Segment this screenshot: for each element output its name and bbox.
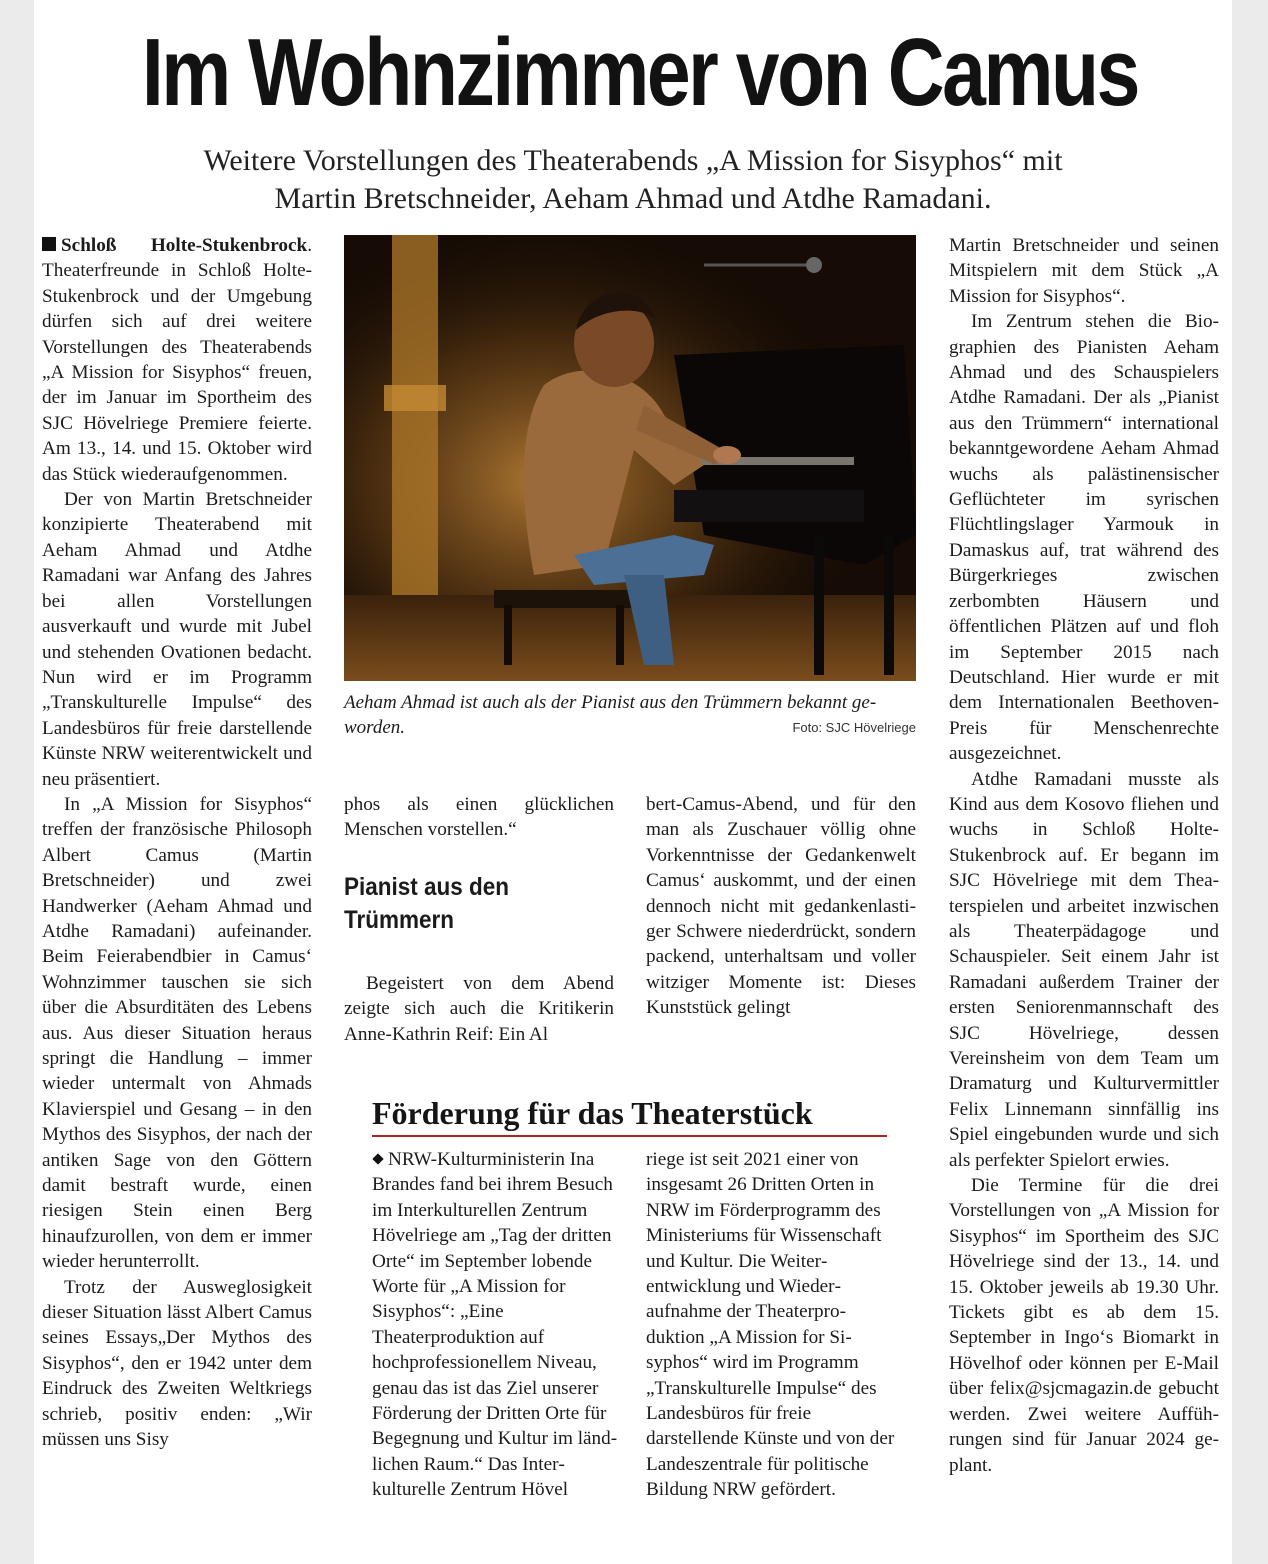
headline: Im Wohnzimmer von Camus <box>141 19 1138 126</box>
subheadline-line-2: Martin Bretschneider, Aeham Ahmad und Atdhe Ramadani. <box>274 182 992 215</box>
article-column-4 <box>949 233 1219 1478</box>
dateline: Schloß Holte-Stukenbrock <box>61 235 308 256</box>
paragraph: Atdhe Ramadani musste als Kind aus dem Kosovo fliehen und wuchs in Schloß Holte-Stukenbrock auf. Er begann im SJC Hövelriege mit dem Theaterspielen und arbeitet inzwischen als Theaterpädagoge und Schauspieler. Seit einem Jahr ist Ramadani außerdem Trainer der ersten Seniorenmannschaft des SJC Hövelriege, dessen Vereinsheim von dem Team um Dramaturg und Kulturvermittler Felix Linnemann sinnfällig ins Spiel eingebunden wurde und sich als perfekter Spielort erwies. <box>949 768 1219 1171</box>
pianist-photo-illustration <box>344 235 916 681</box>
paragraph-text: . Theaterfreunde in Schloß Holte-Stukenbrock und der Umgebung dürfen sich auf drei weitere Vorstellungen des Theaterabends „A Mission for Sisyphos“ freuen, der im Januar im Sportheim des SJC Hövelriege Premiere feierte. Am 13., 14. und 15. Oktober wird das Stück wiederaufgenommen. <box>42 235 312 485</box>
paragraph: phos als einen glücklichen Menschen vorstellen.“ <box>344 794 614 841</box>
caption-text: Aeham Ahmad ist auch als der Pianist aus den Trümmern bekannt geworden. <box>344 692 877 738</box>
paragraph: In „A Mission for Sisyphos“ treffen der französische Philosoph Albert Camus (Martin Bretschneider) und zwei Handwerker (Aeham Ahmad und Atdhe Ramadani) aufeinander. Beim Feierabendbier in Camus‘ Wohnzimmer tauschen sie sich über die Absurditäten des Lebens aus. Aus dieser Situation heraus springt die Handlung – immer wieder untermalt von Ahmads Klavierspiel und Gesang – in den Mythos des Sisyphos, der nach der antiken Sage von den Göttern damit bestraft wurde, einen riesigen Stein einen Berg hinaufzurollen, von dem er immer wieder herunterrollt. <box>42 793 312 1273</box>
paragraph <box>42 233 312 487</box>
article-photo <box>344 235 916 681</box>
article-column-1 <box>42 233 312 1453</box>
article-column-3 <box>646 792 916 1021</box>
diamond-bullet-icon <box>372 1153 383 1164</box>
subheadline-line-1: Weitere Vorstellungen des Theaterabends „A Mission for Sisyphos“ mit <box>203 144 1063 177</box>
infobox-text: NRW-Kulturministerin Ina Brandes fand bei ihrem Besuch im Interkulturellen Zentrum Hövelriege am „Tag der dritten Orte“ im September lobende Worte für „A Mission for Sisyphos“: „Eine Theaterproduktion auf hochprofessionellem Niveau, genau das ist das Ziel unserer Förderung der Dritten Orte für Begegnung und Kultur im ländlichen Raum.“ Das Interkulturelle Zentrum Hövel <box>372 1149 618 1501</box>
paragraph: Der von Martin Bretschneider konzipierte Theaterabend mit Aeham Ahmad und Atdhe Ramadani war Anfang des Jahres bei allen Vorstellungen ausverkauft und wurde mit Jubel und stehenden Ovationen bedacht. Nun wird er im Programm „Transkulturelle Impulse“ des Landesbüros für freie darstellende Künste NRW weiterentwickelt und neu präsentiert. <box>42 489 312 790</box>
newspaper-page <box>34 0 1232 1564</box>
photo-caption <box>344 690 916 740</box>
infobox-paragraph <box>372 1147 622 1503</box>
infobox-column-2 <box>646 1147 896 1503</box>
paragraph: Martin Bretschneider und seinen Mitspielern mit dem Stück „A Mission for Sisyphos“. <box>949 235 1219 307</box>
infobox-paragraph: riege ist seit 2021 einer von insgesamt 26 Dritten Orten in NRW im Förderprogramm des Ministeriums für Wissenschaft und Kultur. Die Weiterentwicklung und Wiederaufnahme der Theaterproduktion „A Mission for Sisyphos“ wird im Programm „Transkulturelle Impulse“ des Landesbüros für freie darstellende Künste und von der Landeszentrale für politische Bildung NRW gefördert. <box>646 1149 895 1501</box>
square-bullet-icon <box>42 237 56 251</box>
section-subheading: Pianist aus den Trümmern <box>344 872 510 934</box>
infobox-title: Förderung für das Theaterstück <box>372 1094 887 1137</box>
infobox-column-1 <box>372 1147 622 1503</box>
article-column-2 <box>344 792 614 1047</box>
subheadline <box>34 142 1232 218</box>
paragraph: Im Zentrum stehen die Biographien des Pianisten Aeham Ahmad und des Schauspielers Atdhe Ramadani. Der als „Pianist aus den Trümmern“ international bekanntgewordene Aeham Ahmad wuchs als palästinensischer Geflüchteter im syrischen Flüchtlingslager Yarmouk in Damaskus auf, trat während des Bürgerkrieges zwischen zerbombten Häusern und öffentlichen Plätzen auf und floh im September 2015 nach Deutschland. Hier wurde er mit dem Internationalen Beethoven-Preis für Menschenrechte ausgezeichnet. <box>949 311 1219 765</box>
paragraph: Die Termine für die drei Vorstellungen von „A Mission for Sisyphos“ im Sportheim des SJC Hövelriege sind der 13., 14. und 15. Oktober jeweils ab 19.30 Uhr. Tickets gibt es ab dem 15. September in Ingo‘s Biomarkt in Hövelhof oder können per E-Mail über felix@sjcmagazin.de gebucht werden. Zwei weitere Aufführungen sind für Januar 2024 geplant. <box>949 1175 1219 1476</box>
paragraph: Begeistert von dem Abend zeigte sich auch die Kritikerin Anne-Kathrin Reif: Ein Al <box>344 972 614 1045</box>
photo-credit: Foto: SJC Hövelriege <box>792 720 916 735</box>
paragraph: bert-Camus-Abend, und für den man als Zuschauer völlig ohne Vorkenntnisse der Gedankenwelt Camus‘ auskommt, und der einen dennoch nicht mit gedankenlastiger Schwere niederdrückt, sondern packend, unterhaltsam und voller witziger Momente ist: Dieses Kunststück gelingt <box>646 794 916 1019</box>
paragraph: Trotz der Ausweglosigkeit dieser Situation lässt Albert Camus seines Essays„Der Mythos des Sisyphos“, den er 1942 unter dem Eindruck des Zweiten Weltkriegs schrieb, positiv enden: „Wir müssen uns Sisy <box>42 1276 312 1451</box>
